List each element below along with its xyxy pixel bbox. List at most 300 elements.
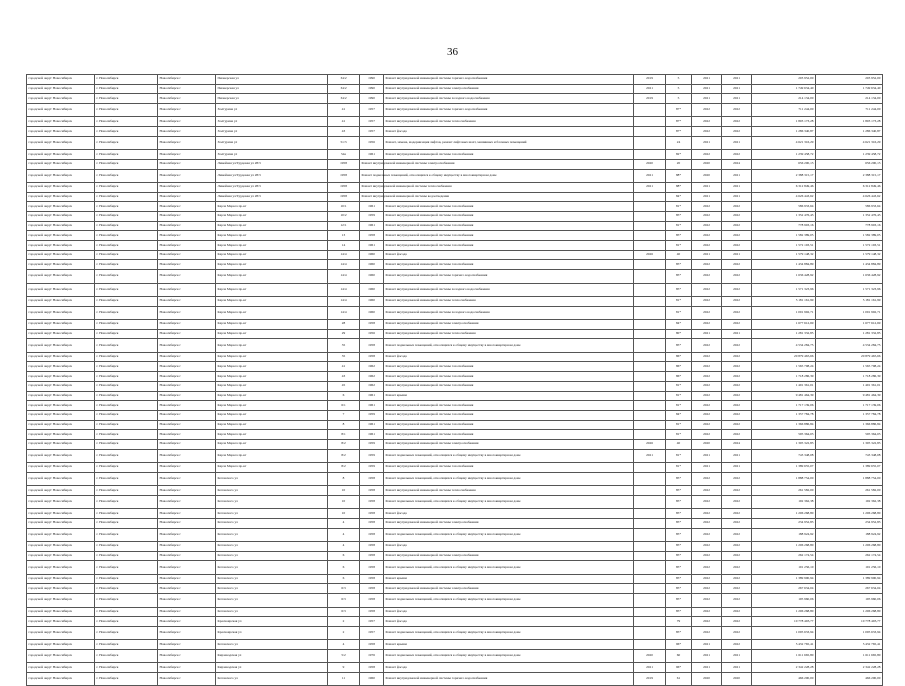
end-year-cell: 2022 (722, 626, 752, 639)
end-year-cell: 2022 (722, 518, 752, 528)
city-cell: г. Новосибирск (95, 449, 158, 462)
cost-cell: 1 888 754,00 (752, 472, 816, 485)
build-year-cell: 1958 (360, 551, 384, 561)
locality-cell: Новосибирск г (158, 127, 216, 137)
percent-cell: 85* (666, 574, 692, 584)
locality-cell: Новосибирск г (158, 420, 216, 430)
cost-cell: 1 611 665,80 (752, 649, 816, 662)
total-cost-cell: 586 933,64 (816, 202, 883, 212)
house-number-cell: 6 (328, 561, 360, 574)
start-year-cell: 2022 (692, 339, 722, 352)
percent-cell: 40 (666, 439, 692, 449)
municipality-cell: городской округ Новосибирск (27, 84, 95, 94)
housing-repair-table (26, 74, 883, 686)
percent-cell: 85* (666, 495, 692, 508)
start-year-cell: 2022 (692, 150, 722, 160)
plan-year-cell (634, 231, 666, 241)
table-row (27, 283, 883, 296)
city-cell: г. Новосибирск (95, 626, 158, 639)
house-number-cell: 6 (328, 391, 360, 401)
city-cell: г. Новосибирск (95, 169, 158, 182)
cost-cell: 214 134,00 (752, 94, 816, 104)
end-year-cell: 2022 (722, 339, 752, 352)
locality-cell: Новосибирск г (158, 320, 216, 330)
table-row (27, 159, 883, 169)
table-row (27, 649, 883, 662)
build-year-cell: 1957 (360, 127, 384, 137)
street-cell: Карла Маркса пр-кт (216, 296, 328, 306)
build-year-cell: 1958 (360, 561, 384, 574)
plan-year-cell (634, 362, 666, 372)
cost-cell: 191 256,10 (752, 561, 816, 574)
house-number-cell: 34/2 (328, 84, 360, 94)
build-year-cell: Ремонт внутридомовой инженерной системы электроснабжения (360, 159, 384, 169)
total-cost-cell: 1 305 322,83 (816, 439, 883, 449)
build-year-cell: 1990 (360, 84, 384, 94)
work-type-cell: Ремонт внутридомовой инженерной системы газоснабжения (384, 150, 634, 160)
plan-year-cell (634, 202, 666, 212)
table-row (27, 528, 883, 541)
city-cell: г. Новосибирск (95, 541, 158, 551)
city-cell: г. Новосибирск (95, 439, 158, 449)
municipality-cell: городской округ Новосибирск (27, 202, 95, 212)
start-year-cell: 2022 (692, 127, 722, 137)
plan-year-cell (634, 561, 666, 574)
house-number-cell: 4 (328, 640, 360, 650)
table-row (27, 270, 883, 283)
street-cell: Котовского ул (216, 673, 328, 686)
percent-cell: 61 (666, 673, 692, 686)
cost-cell: 466 200,00 (752, 673, 816, 686)
municipality-cell: городской округ Новосибирск (27, 449, 95, 462)
start-year-cell: 2021 (692, 329, 722, 339)
percent-cell: 81* (666, 221, 692, 231)
locality-cell: Новосибирск г (158, 241, 216, 251)
street-cell: Котовского ул (216, 640, 328, 650)
house-number-cell: 14/4 (328, 260, 360, 270)
build-year-cell: 1958 (360, 574, 384, 584)
table-row (27, 381, 883, 391)
end-year-cell: 2022 (722, 541, 752, 551)
city-cell: г. Новосибирск (95, 339, 158, 352)
end-year-cell: 2022 (722, 410, 752, 420)
municipality-cell: городской округ Новосибирск (27, 104, 95, 117)
total-cost-cell: 5 432 765,41 (816, 640, 883, 650)
cost-cell: 1 206 268,80 (752, 607, 816, 617)
start-year-cell: 2022 (692, 420, 722, 430)
plan-year-cell: 2021 (634, 182, 666, 192)
table-row (27, 420, 883, 430)
table-row (27, 472, 883, 485)
start-year-cell: 2022 (692, 221, 722, 231)
start-year-cell: 2021 (692, 463, 722, 473)
total-cost-cell: 192 362,38 (816, 495, 883, 508)
percent-cell: 81* (666, 463, 692, 473)
table-row (27, 509, 883, 519)
locality-cell: Новосибирск г (158, 250, 216, 260)
percent-cell: 5 (666, 94, 692, 104)
build-year-cell: 1960 (360, 283, 384, 296)
plan-year-cell (634, 541, 666, 551)
house-number-cell: 45 (328, 381, 360, 391)
percent-cell: 20 (666, 159, 692, 169)
city-cell: г. Новосибирск (95, 372, 158, 382)
plan-year-cell (634, 283, 666, 296)
start-year-cell: 2021 (692, 250, 722, 260)
municipality-cell: городской округ Новосибирск (27, 472, 95, 485)
house-number-cell: 34/2 (328, 94, 360, 104)
total-cost-cell: 4 626 443,62 (816, 192, 883, 202)
work-type-cell: Ремонт фасада (384, 607, 634, 617)
cost-cell: 2 342 228,28 (752, 663, 816, 673)
end-year-cell: 2022 (722, 617, 752, 627)
work-type-cell: Ремонт фасада (384, 509, 634, 519)
locality-cell: Новосибирск г (158, 202, 216, 212)
percent-cell: 85* (666, 551, 692, 561)
cost-cell: 5 181 161,99 (752, 296, 816, 306)
percent-cell: 85* (666, 561, 692, 574)
start-year-cell: 2022 (692, 561, 722, 574)
work-type-cell: Ремонт внутридомовой инженерной системы газоснабжения (384, 420, 634, 430)
end-year-cell: 2022 (722, 150, 752, 160)
build-year-cell: Ремонт подвальных помещений, относящихся к общему имуществу в многоквартирном доме (360, 169, 384, 182)
city-cell: г. Новосибирск (95, 594, 158, 607)
work-type-cell: Ремонт внутридомовой инженерной системы газоснабжения (384, 212, 634, 222)
city-cell: г. Новосибирск (95, 84, 158, 94)
end-year-cell: 2022 (722, 561, 752, 574)
total-cost-cell: 1 366 886,84 (816, 420, 883, 430)
municipality-cell: городской округ Новосибирск (27, 182, 95, 192)
percent-cell: 81* (666, 401, 692, 411)
build-year-cell: 1957 (360, 104, 384, 117)
locality-cell: Новосибирск г (158, 231, 216, 241)
house-number-cell: 7 (328, 410, 360, 420)
build-year-cell: 1959 (360, 410, 384, 420)
work-type-cell: Ремонт внутридомовой инженерной системы электроснабжения (384, 518, 634, 528)
city-cell: г. Новосибирск (95, 329, 158, 339)
municipality-cell: городской округ Новосибирск (27, 362, 95, 372)
build-year-cell: 1957 (360, 626, 384, 639)
total-cost-cell: 1 091 992,71 (816, 306, 883, 319)
start-year-cell: 2022 (692, 296, 722, 306)
house-number-cell: 54а (328, 150, 360, 160)
cost-cell: 195 960,06 (752, 594, 816, 607)
work-type-cell: Ремонт внутридомовой инженерной системы газоснабжения (384, 221, 634, 231)
end-year-cell: 2022 (722, 607, 752, 617)
municipality-cell: городской округ Новосибирск (27, 241, 95, 251)
locality-cell: Новосибирск г (158, 607, 216, 617)
total-cost-cell: 1 718 286,39 (816, 372, 883, 382)
locality-cell: Новосибирск г (158, 329, 216, 339)
build-year-cell: 1961 (360, 221, 384, 231)
plan-year-cell (634, 420, 666, 430)
table-row (27, 584, 883, 594)
municipality-cell: городской округ Новосибирск (27, 574, 95, 584)
start-year-cell: 2022 (692, 362, 722, 372)
table-row (27, 241, 883, 251)
table-row (27, 329, 883, 339)
table-row (27, 518, 883, 528)
cost-cell: 711 244,00 (752, 104, 816, 117)
municipality-cell: городской округ Новосибирск (27, 136, 95, 149)
table-row (27, 463, 883, 473)
plan-year-cell: 2019 (634, 673, 666, 686)
locality-cell: Новосибирск г (158, 574, 216, 584)
percent-cell: 81* (666, 391, 692, 401)
percent-cell: 84* (666, 320, 692, 330)
city-cell: г. Новосибирск (95, 136, 158, 149)
end-year-cell: 2021 (722, 84, 752, 94)
start-year-cell: 2020 (692, 673, 722, 686)
cost-cell: 1 571 323,96 (752, 283, 816, 296)
locality-cell: Новосибирск г (158, 640, 216, 650)
locality-cell: Новосибирск г (158, 463, 216, 473)
plan-year-cell (634, 127, 666, 137)
percent-cell: 85* (666, 472, 692, 485)
start-year-cell: 2021 (692, 663, 722, 673)
build-year-cell: 1960 (360, 296, 384, 306)
street-cell: Карла Маркса пр-кт (216, 283, 328, 296)
build-year-cell: 1958 (360, 495, 384, 508)
municipality-cell: городской округ Новосибирск (27, 495, 95, 508)
cost-cell: 4 626 443,62 (752, 192, 816, 202)
start-year-cell: 2021 (692, 136, 722, 149)
municipality-cell: городской округ Новосибирск (27, 117, 95, 127)
street-cell: Линейная ул/Трудовая ул 28/3 (216, 159, 328, 169)
percent-cell: 85* (666, 339, 692, 352)
start-year-cell: 2022 (692, 401, 722, 411)
total-cost-cell: 1 239 458,72 (816, 150, 883, 160)
end-year-cell: 2022 (722, 391, 752, 401)
house-number-cell: 10/2 (328, 212, 360, 222)
municipality-cell: городской округ Новосибирск (27, 372, 95, 382)
percent-cell: 81* (666, 381, 692, 391)
locality-cell: Новосибирск г (158, 136, 216, 149)
build-year-cell: 1959 (360, 449, 384, 462)
locality-cell: Новосибирск г (158, 150, 216, 160)
start-year-cell: 2021 (692, 449, 722, 462)
percent-cell: 86* (666, 372, 692, 382)
build-year-cell: 1960 (360, 673, 384, 686)
total-cost-cell: 203 952,00 (816, 75, 883, 85)
house-number-cell: 6/3 (328, 594, 360, 607)
plan-year-cell: 2026 (634, 250, 666, 260)
house-number-cell: 14/4 (328, 270, 360, 283)
plan-year-cell (634, 296, 666, 306)
work-type-cell: Ремонт внутридомовой инженерной системы теплоснабжения (384, 329, 634, 339)
end-year-cell: 2022 (722, 270, 752, 283)
total-cost-cell: 1 717 139,06 (816, 401, 883, 411)
start-year-cell: 2022 (692, 528, 722, 541)
percent-cell: 82* (666, 150, 692, 160)
total-cost-cell: 1 677 612,69 (816, 320, 883, 330)
start-year-cell: 2021 (692, 75, 722, 85)
house-number-cell: 1958 (328, 169, 360, 182)
total-cost-cell: 1 206 268,80 (816, 607, 883, 617)
start-year-cell: 2022 (692, 551, 722, 561)
total-cost-cell: 711 244,00 (816, 104, 883, 117)
total-cost-cell: 188 924,92 (816, 528, 883, 541)
house-number-cell: 1958 (328, 182, 360, 192)
start-year-cell: 2022 (692, 352, 722, 362)
end-year-cell: 2022 (722, 283, 752, 296)
cost-cell: 1 389 990,94 (752, 574, 816, 584)
build-year-cell: 1990 (360, 94, 384, 104)
city-cell: г. Новосибирск (95, 649, 158, 662)
locality-cell: Новосибирск г (158, 649, 216, 662)
total-cost-cell: 778 903,16 (816, 221, 883, 231)
total-cost-cell: 1 434 884,89 (816, 260, 883, 270)
percent-cell: 60 (666, 649, 692, 662)
percent-cell: 81* (666, 430, 692, 440)
end-year-cell: 2024 (722, 159, 752, 169)
end-year-cell: 2022 (722, 104, 752, 117)
street-cell: Карла Маркса пр-кт (216, 439, 328, 449)
plan-year-cell (634, 640, 666, 650)
municipality-cell: городской округ Новосибирск (27, 159, 95, 169)
cost-cell: 586 933,64 (752, 202, 816, 212)
table-row (27, 607, 883, 617)
percent-cell: 85* (666, 528, 692, 541)
build-year-cell: 1960 (360, 260, 384, 270)
city-cell: г. Новосибирск (95, 202, 158, 212)
build-year-cell: 1961 (360, 150, 384, 160)
plan-year-cell (634, 472, 666, 485)
start-year-cell: 2020 (692, 439, 722, 449)
plan-year-cell (634, 410, 666, 420)
cost-cell: 1 206 268,80 (752, 509, 816, 519)
municipality-cell: городской округ Новосибирск (27, 410, 95, 420)
plan-year-cell (634, 617, 666, 627)
cost-cell: 262 174,54 (752, 551, 816, 561)
start-year-cell: 2021 (692, 94, 722, 104)
table-row (27, 169, 883, 182)
locality-cell: Новосибирск г (158, 401, 216, 411)
work-type-cell: Ремонт подвальных помещений, относящихся к общему имуществу в многоквартирном доме (384, 626, 634, 639)
percent-cell: 85* (666, 518, 692, 528)
total-cost-cell: 1 206 268,80 (816, 509, 883, 519)
city-cell: г. Новосибирск (95, 320, 158, 330)
percent-cell: 85* (666, 541, 692, 551)
locality-cell: Новосибирск г (158, 352, 216, 362)
city-cell: г. Новосибирск (95, 159, 158, 169)
end-year-cell: 2021 (722, 75, 752, 85)
street-cell: Халтурина ул (216, 104, 328, 117)
house-number-cell: 14/4 (328, 306, 360, 319)
locality-cell: Новосибирск г (158, 541, 216, 551)
city-cell: г. Новосибирск (95, 212, 158, 222)
locality-cell: Новосибирск г (158, 430, 216, 440)
cost-cell: 1 206 268,80 (752, 541, 816, 551)
work-type-cell: Ремонт внутридомовой инженерной системы холодного водоснабжения (384, 283, 634, 296)
start-year-cell: 2022 (692, 241, 722, 251)
street-cell: Карла Маркса пр-кт (216, 212, 328, 222)
plan-year-cell (634, 329, 666, 339)
municipality-cell: городской округ Новосибирск (27, 221, 95, 231)
cost-cell: 595 364,03 (752, 430, 816, 440)
table-row (27, 84, 883, 94)
municipality-cell: городской округ Новосибирск (27, 381, 95, 391)
end-year-cell: 2022 (722, 306, 752, 319)
start-year-cell: 2022 (692, 270, 722, 283)
percent-cell: 24 (666, 136, 692, 149)
city-cell: г. Новосибирск (95, 104, 158, 117)
start-year-cell: 2022 (692, 626, 722, 639)
city-cell: г. Новосибирск (95, 117, 158, 127)
start-year-cell: 2022 (692, 495, 722, 508)
house-number-cell: 12/1 (328, 221, 360, 231)
locality-cell: Новосибирск г (158, 594, 216, 607)
city-cell: г. Новосибирск (95, 551, 158, 561)
locality-cell: Новосибирск г (158, 94, 216, 104)
municipality-cell: городской округ Новосибирск (27, 439, 95, 449)
city-cell: г. Новосибирск (95, 94, 158, 104)
percent-cell: 81* (666, 420, 692, 430)
plan-year-cell: 2026 (634, 439, 666, 449)
city-cell: г. Новосибирск (95, 463, 158, 473)
plan-year-cell (634, 320, 666, 330)
municipality-cell: городской округ Новосибирск (27, 212, 95, 222)
end-year-cell: 2022 (722, 486, 752, 496)
work-type-cell: Ремонт внутридомовой инженерной системы газоснабжения (384, 381, 634, 391)
street-cell: Котовского ул (216, 561, 328, 574)
city-cell: г. Новосибирск (95, 472, 158, 485)
percent-cell: 81* (666, 449, 692, 462)
house-number-cell: 14/4 (328, 250, 360, 260)
street-cell: Пионерская ул (216, 94, 328, 104)
street-cell: Халтурина ул (216, 117, 328, 127)
street-cell: Карла Маркса пр-кт (216, 430, 328, 440)
end-year-cell: 2021 (722, 94, 752, 104)
build-year-cell: 1957 (360, 117, 384, 127)
municipality-cell: городской округ Новосибирск (27, 509, 95, 519)
total-cost-cell: 1 565 798,24 (816, 362, 883, 372)
municipality-cell: городской округ Новосибирск (27, 270, 95, 283)
work-type-cell: Ремонт внутридомовой инженерной системы электроснабжения (384, 551, 634, 561)
street-cell: Карла Маркса пр-кт (216, 410, 328, 420)
start-year-cell: 2022 (692, 410, 722, 420)
street-cell: Карла Маркса пр-кт (216, 329, 328, 339)
plan-year-cell (634, 352, 666, 362)
end-year-cell: 2022 (722, 320, 752, 330)
total-cost-cell: 1 357 784,78 (816, 410, 883, 420)
locality-cell: Новосибирск г (158, 449, 216, 462)
city-cell: г. Новосибирск (95, 221, 158, 231)
cost-cell: 4 621 316,29 (752, 136, 816, 149)
house-number-cell: 11 (328, 673, 360, 686)
street-cell: Линейная ул/Трудовая ул 28/3 (216, 192, 328, 202)
table-row (27, 551, 883, 561)
work-type-cell: Ремонт фасада (384, 352, 634, 362)
municipality-cell: городской округ Новосибирск (27, 231, 95, 241)
cost-cell: 1 491 361,01 (752, 381, 816, 391)
build-year-cell: 1958 (360, 528, 384, 541)
build-year-cell: 1958 (360, 231, 384, 241)
start-year-cell: 2022 (692, 202, 722, 212)
start-year-cell: 2022 (692, 430, 722, 440)
municipality-cell: городской округ Новосибирск (27, 320, 95, 330)
street-cell: Красноярская ул (216, 626, 328, 639)
end-year-cell: 2022 (722, 551, 752, 561)
house-number-cell: 8/1 (328, 430, 360, 440)
plan-year-cell (634, 117, 666, 127)
end-year-cell: 2022 (722, 509, 752, 519)
page-number: 36 (447, 46, 458, 58)
table-row (27, 94, 883, 104)
locality-cell: Новосибирск г (158, 472, 216, 485)
plan-year-cell (634, 136, 666, 149)
work-type-cell: Ремонт внутридомовой инженерной системы электроснабжения (384, 439, 634, 449)
